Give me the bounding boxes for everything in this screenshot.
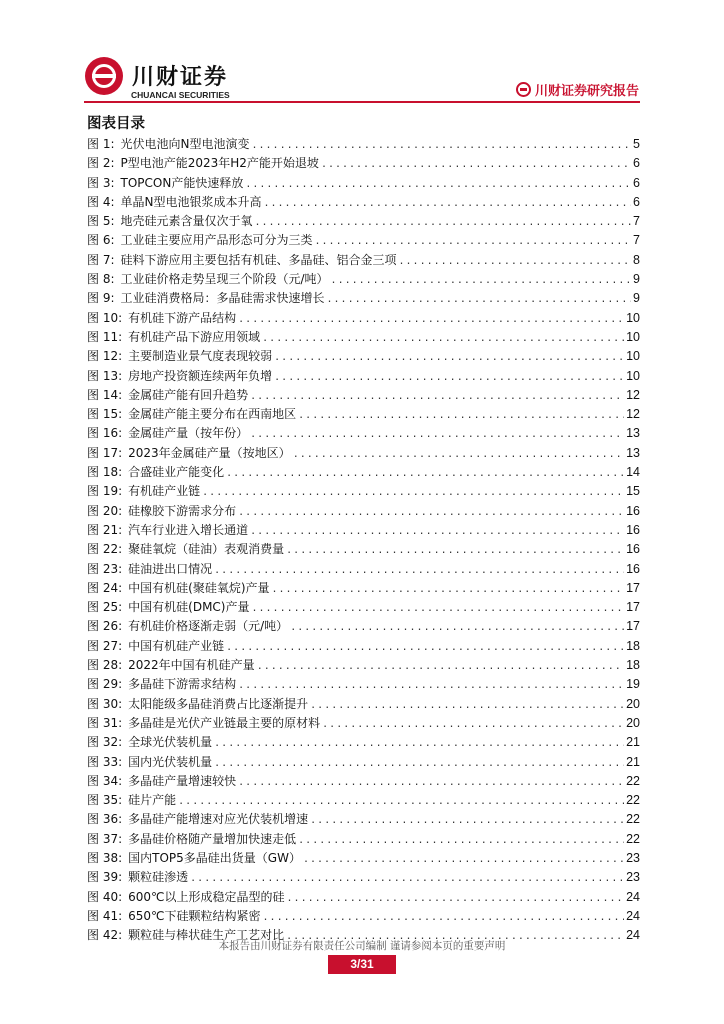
toc-entry[interactable] [87, 309, 640, 328]
toc-entry[interactable] [87, 424, 640, 443]
toc-entry-page: 19 [626, 677, 640, 692]
toc-dot-leader [322, 715, 624, 734]
toc-entry-page: 8 [633, 252, 640, 267]
toc-entry-title: 工业硅消费格局：多晶硅需求快速增长 [120, 291, 325, 306]
toc-entry-label: 图 34: [87, 773, 123, 788]
toc-entry-page: 6 [633, 175, 640, 190]
toc-dot-leader [263, 194, 631, 213]
toc-entry-label: 图 27: [87, 638, 123, 653]
toc-entry-label: 图 29: [87, 677, 123, 692]
toc-entry[interactable] [87, 772, 640, 791]
toc-entry-page: 18 [626, 658, 640, 673]
toc-entry-title: P型电池产能2023年H2产能开始退坡 [120, 156, 319, 171]
toc-entry-page: 17 [626, 580, 640, 595]
company-name: 川财证券 [132, 65, 229, 90]
toc-entry-page: 18 [626, 638, 640, 653]
toc-entry-title: 汽车行业进入增长通道 [128, 522, 249, 537]
toc-entry[interactable] [87, 521, 640, 540]
toc-entry[interactable] [87, 154, 640, 173]
toc-entry[interactable] [87, 444, 640, 463]
toc-entry-title: 国内TOP5多晶硅出货量（GW） [128, 850, 301, 865]
toc-entry[interactable] [87, 849, 640, 868]
toc-entry-title: 硅橡胶下游需求分布 [128, 503, 237, 518]
toc-entry[interactable] [87, 386, 640, 405]
toc-entry-page: 12 [626, 407, 640, 422]
toc-entry-label: 图 21: [87, 522, 123, 537]
toc-entry-title: 600℃以上形成稳定晶型的硅 [128, 889, 285, 904]
toc-dot-leader [272, 580, 625, 599]
report-tag [516, 80, 639, 99]
toc-entry-title: 主要制造业景气度表现较弱 [128, 349, 273, 364]
toc-entry-title: 有机硅产业链 [128, 484, 201, 499]
toc-dot-leader [286, 541, 624, 560]
toc-dot-leader [263, 908, 625, 927]
toc-dot-leader [238, 503, 624, 522]
toc-entry-label: 图 9: [87, 291, 115, 306]
toc-entry-title: 颗粒硅与棒状硅生产工艺对比 [128, 928, 285, 943]
toc-title: 图表目录 [87, 116, 145, 132]
toc-entry-label: 图 10: [87, 310, 123, 325]
toc-entry-title: 地壳硅元素含量仅次于氧 [120, 214, 253, 229]
toc-entry[interactable] [87, 675, 640, 694]
toc-entry-label: 图 41: [87, 908, 123, 923]
toc-entry-title: 金属硅产能主要分布在西南地区 [128, 407, 297, 422]
toc-entry-title: 中国有机硅产业链 [128, 638, 225, 653]
toc-dot-leader [298, 831, 624, 850]
toc-entry[interactable] [87, 888, 640, 907]
toc-entry-page: 5 [633, 137, 640, 151]
toc-entry[interactable] [87, 868, 640, 887]
toc-dot-leader [214, 561, 624, 580]
toc-dot-leader [399, 252, 632, 271]
toc-entry-title: 工业硅主要应用产品形态可分为三类 [120, 233, 313, 248]
toc-entry[interactable] [87, 251, 640, 270]
toc-entry-page: 16 [626, 503, 640, 518]
toc-entry-page: 15 [626, 484, 640, 499]
toc-entry-page: 6 [633, 156, 640, 171]
toc-entry-title: 多晶硅是光伏产业链最主要的原材料 [128, 715, 321, 730]
toc-entry-label: 图 23: [87, 561, 123, 576]
toc-dot-leader [257, 657, 624, 676]
report-tag-logo-icon [516, 82, 531, 97]
toc-entry-title: 颗粒硅渗透 [128, 870, 189, 885]
toc-entry-label: 图 26: [87, 619, 123, 634]
toc-entry-page: 14 [626, 465, 640, 480]
toc-entry[interactable] [87, 270, 640, 289]
toc-entry-page: 13 [626, 445, 640, 460]
toc-entry-title: 硅料下游应用主要包括有机硅、多晶硅、铝合金三项 [120, 252, 397, 267]
toc-entry-label: 图 40: [87, 889, 123, 904]
toc-entry-title: 有机硅下游产品结构 [128, 310, 237, 325]
toc-entry[interactable] [87, 367, 640, 386]
toc-entry[interactable] [87, 482, 640, 501]
toc-entry-page: 16 [626, 561, 640, 576]
toc-entry-page: 23 [626, 870, 640, 885]
toc-entry-title: 多晶硅下游需求结构 [128, 677, 237, 692]
toc-entry-page: 10 [626, 310, 640, 325]
toc-dot-leader [303, 850, 624, 869]
toc-entry-page: 10 [626, 329, 640, 344]
toc-dot-leader [250, 425, 624, 444]
toc-entry-page: 13 [626, 426, 640, 441]
toc-dot-leader [321, 155, 631, 174]
toc-entry-label: 图 2: [87, 156, 115, 171]
toc-entry-page: 21 [626, 735, 640, 750]
toc-dot-leader [327, 290, 632, 309]
toc-entry-page: 17 [626, 600, 640, 615]
toc-entry-label: 图 35: [87, 793, 123, 808]
toc-entry-page: 9 [633, 272, 640, 287]
toc-entry-title: 单晶N型电池银浆成本升高 [120, 194, 262, 209]
toc-entry-title: 光伏电池向N型电池演变 [120, 137, 250, 151]
toc-entry-title: 中国有机硅(聚硅氧烷)产量 [128, 580, 270, 595]
toc-entry-label: 图 5: [87, 214, 115, 229]
toc-entry-label: 图 37: [87, 831, 123, 846]
toc-dot-leader [287, 889, 625, 908]
toc-entry-title: 有机硅产品下游应用领域 [128, 329, 261, 344]
toc-entry-label: 图 42: [87, 928, 123, 943]
toc-entry-title: 房地产投资额连续两年负增 [128, 368, 273, 383]
toc-entry-label: 图 12: [87, 349, 123, 364]
toc-dot-leader [262, 329, 624, 348]
toc-entry-page: 10 [626, 368, 640, 383]
toc-entry-page: 21 [626, 754, 640, 769]
toc-entry-label: 图 17: [87, 445, 123, 460]
toc-dot-leader [298, 406, 624, 425]
toc-entry[interactable] [87, 212, 640, 231]
toc-entry-page: 22 [626, 831, 640, 846]
toc-entry-label: 图 32: [87, 735, 123, 750]
toc-entry-label: 图 3: [87, 175, 115, 190]
toc-entry-label: 图 31: [87, 715, 123, 730]
toc-entry-title: TOPCON产能快速释放 [120, 175, 244, 190]
toc-entry-title: 2023年金属硅产量（按地区） [128, 445, 291, 460]
toc-entry[interactable] [87, 733, 640, 752]
toc-entry-title: 合盛硅业产能变化 [128, 465, 225, 480]
toc-entry[interactable] [87, 753, 640, 772]
toc-dot-leader [315, 232, 632, 251]
toc-entry[interactable] [87, 540, 640, 559]
toc-entry-label: 图 22: [87, 542, 123, 557]
toc-dot-leader [238, 310, 624, 329]
toc-entry-page: 6 [633, 194, 640, 209]
toc-dot-leader [250, 387, 624, 406]
toc-dot-leader [238, 676, 624, 695]
page-number: 3/31 [328, 955, 396, 974]
toc-entry[interactable] [87, 598, 640, 617]
toc-entry-page: 16 [626, 522, 640, 537]
toc-dot-leader [250, 522, 624, 541]
toc-entry-label: 图 18: [87, 465, 123, 480]
report-tag-label: 川财证券研究报告 [534, 84, 639, 99]
toc-entry-label: 图 7: [87, 252, 115, 267]
toc-entry[interactable] [87, 502, 640, 521]
toc-entry-label: 图 11: [87, 329, 123, 344]
toc-entry-title: 多晶硅产能增速对应光伏装机增速 [128, 812, 309, 827]
toc-entry-title: 聚硅氧烷（硅油）表观消费量 [128, 542, 285, 557]
toc-entry-label: 图 20: [87, 503, 123, 518]
toc-dot-leader [214, 734, 624, 753]
toc-dot-leader [202, 483, 624, 502]
toc-entry[interactable] [87, 695, 640, 714]
toc-entry-label: 图 8: [87, 272, 115, 287]
toc-dot-leader [238, 773, 624, 792]
toc-entry-label: 图 13: [87, 368, 123, 383]
toc-dot-leader [310, 696, 624, 715]
toc-entry-title: 国内光伏装机量 [128, 754, 213, 769]
toc-entry-page: 7 [633, 233, 640, 248]
toc-entry-label: 图 1: [87, 137, 115, 151]
toc-entry[interactable] [87, 231, 640, 250]
toc-entry-page: 23 [626, 850, 640, 865]
page-header [0, 0, 724, 104]
toc-entry[interactable] [87, 174, 640, 193]
toc-entry[interactable] [87, 405, 640, 424]
toc-entry-title: 太阳能级多晶硅消费占比逐渐提升 [128, 696, 309, 711]
toc-entry-label: 图 6: [87, 233, 115, 248]
toc-entry[interactable] [87, 135, 640, 154]
chuancai-logo-icon [85, 57, 123, 95]
toc-entry[interactable] [87, 791, 640, 810]
toc-entry[interactable] [87, 714, 640, 733]
toc-list [87, 135, 640, 945]
toc-entry-page: 12 [626, 387, 640, 402]
toc-entry-title: 多晶硅产量增速较快 [128, 773, 237, 788]
toc-entry-page: 9 [633, 291, 640, 306]
toc-entry-label: 图 14: [87, 387, 123, 402]
toc-entry-title: 2022年中国有机硅产量 [128, 658, 255, 673]
toc-entry[interactable] [87, 193, 640, 212]
toc-entry[interactable] [87, 907, 640, 926]
toc-entry[interactable] [87, 579, 640, 598]
toc-dot-leader [331, 271, 632, 290]
toc-entry-label: 图 24: [87, 580, 123, 595]
toc-entry-title: 有机硅价格逐渐走弱（元/吨） [128, 619, 289, 634]
toc-dot-leader [310, 811, 624, 830]
toc-entry-label: 图 39: [87, 870, 123, 885]
toc-entry-label: 图 28: [87, 658, 123, 673]
toc-entry-label: 图 33: [87, 754, 123, 769]
toc-dot-leader [226, 638, 624, 657]
toc-entry-title: 金属硅产能有回升趋势 [128, 387, 249, 402]
toc-entry-page: 24 [626, 889, 640, 904]
toc-entry-label: 图 38: [87, 850, 123, 865]
toc-entry-label: 图 30: [87, 696, 123, 711]
toc-dot-leader [290, 618, 624, 637]
toc-entry-title: 工业硅价格走势呈现三个阶段（元/吨） [120, 272, 329, 287]
toc-entry-page: 17 [626, 619, 640, 634]
toc-entry-title: 硅油进出口情况 [128, 561, 213, 576]
toc-dot-leader [245, 175, 631, 194]
toc-entry-title: 金属硅产量（按年份） [128, 426, 249, 441]
toc-dot-leader [255, 213, 632, 232]
toc-dot-leader [226, 464, 624, 483]
toc-entry-page: 20 [626, 715, 640, 730]
toc-entry[interactable] [87, 347, 640, 366]
toc-dot-leader [274, 348, 624, 367]
footer-disclaimer: 本报告由川财证券有限责任公司编制 谨请参阅本页的重要声明 [218, 940, 506, 952]
toc-entry-page: 10 [626, 349, 640, 364]
toc-entry[interactable] [87, 328, 640, 347]
toc-dot-leader [214, 754, 624, 773]
toc-entry-label: 图 19: [87, 484, 123, 499]
toc-entry[interactable] [87, 560, 640, 579]
toc-entry[interactable] [87, 463, 640, 482]
company-name-en: CHUANCAI SECURITIES [131, 90, 230, 100]
toc-entry[interactable] [87, 289, 640, 308]
toc-entry[interactable] [87, 810, 640, 829]
toc-entry-page: 22 [626, 773, 640, 788]
toc-entry[interactable] [87, 637, 640, 656]
toc-entry-title: 中国有机硅(DMC)产量 [128, 600, 250, 615]
toc-entry-label: 图 36: [87, 812, 123, 827]
toc-entry-title: 硅片产能 [128, 793, 177, 808]
toc-entry-page: 22 [626, 812, 640, 827]
toc-entry-page: 20 [626, 696, 640, 711]
toc-entry-label: 图 25: [87, 600, 123, 615]
toc-entry-label: 图 15: [87, 407, 123, 422]
toc-dot-leader [251, 136, 631, 155]
toc-entry-title: 650℃下硅颗粒结构紧密 [128, 908, 261, 923]
toc-dot-leader [293, 445, 624, 464]
toc-dot-leader [190, 869, 624, 888]
toc-entry-page: 7 [633, 214, 640, 229]
toc-dot-leader [251, 599, 624, 618]
toc-entry-page: 22 [626, 793, 640, 808]
toc-entry[interactable] [87, 617, 640, 636]
header-divider [84, 101, 640, 103]
toc-entry-label: 图 4: [87, 194, 115, 209]
toc-dot-leader [178, 792, 624, 811]
toc-entry-label: 图 16: [87, 426, 123, 441]
toc-entry-title: 多晶硅价格随产量增加快速走低 [128, 831, 297, 846]
toc-entry[interactable] [87, 830, 640, 849]
toc-entry[interactable] [87, 656, 640, 675]
toc-dot-leader [274, 368, 624, 387]
toc-entry-page: 24 [626, 928, 640, 943]
toc-entry-title: 全球光伏装机量 [128, 735, 213, 750]
toc-entry-page: 16 [626, 542, 640, 557]
toc-entry-page: 24 [626, 908, 640, 923]
